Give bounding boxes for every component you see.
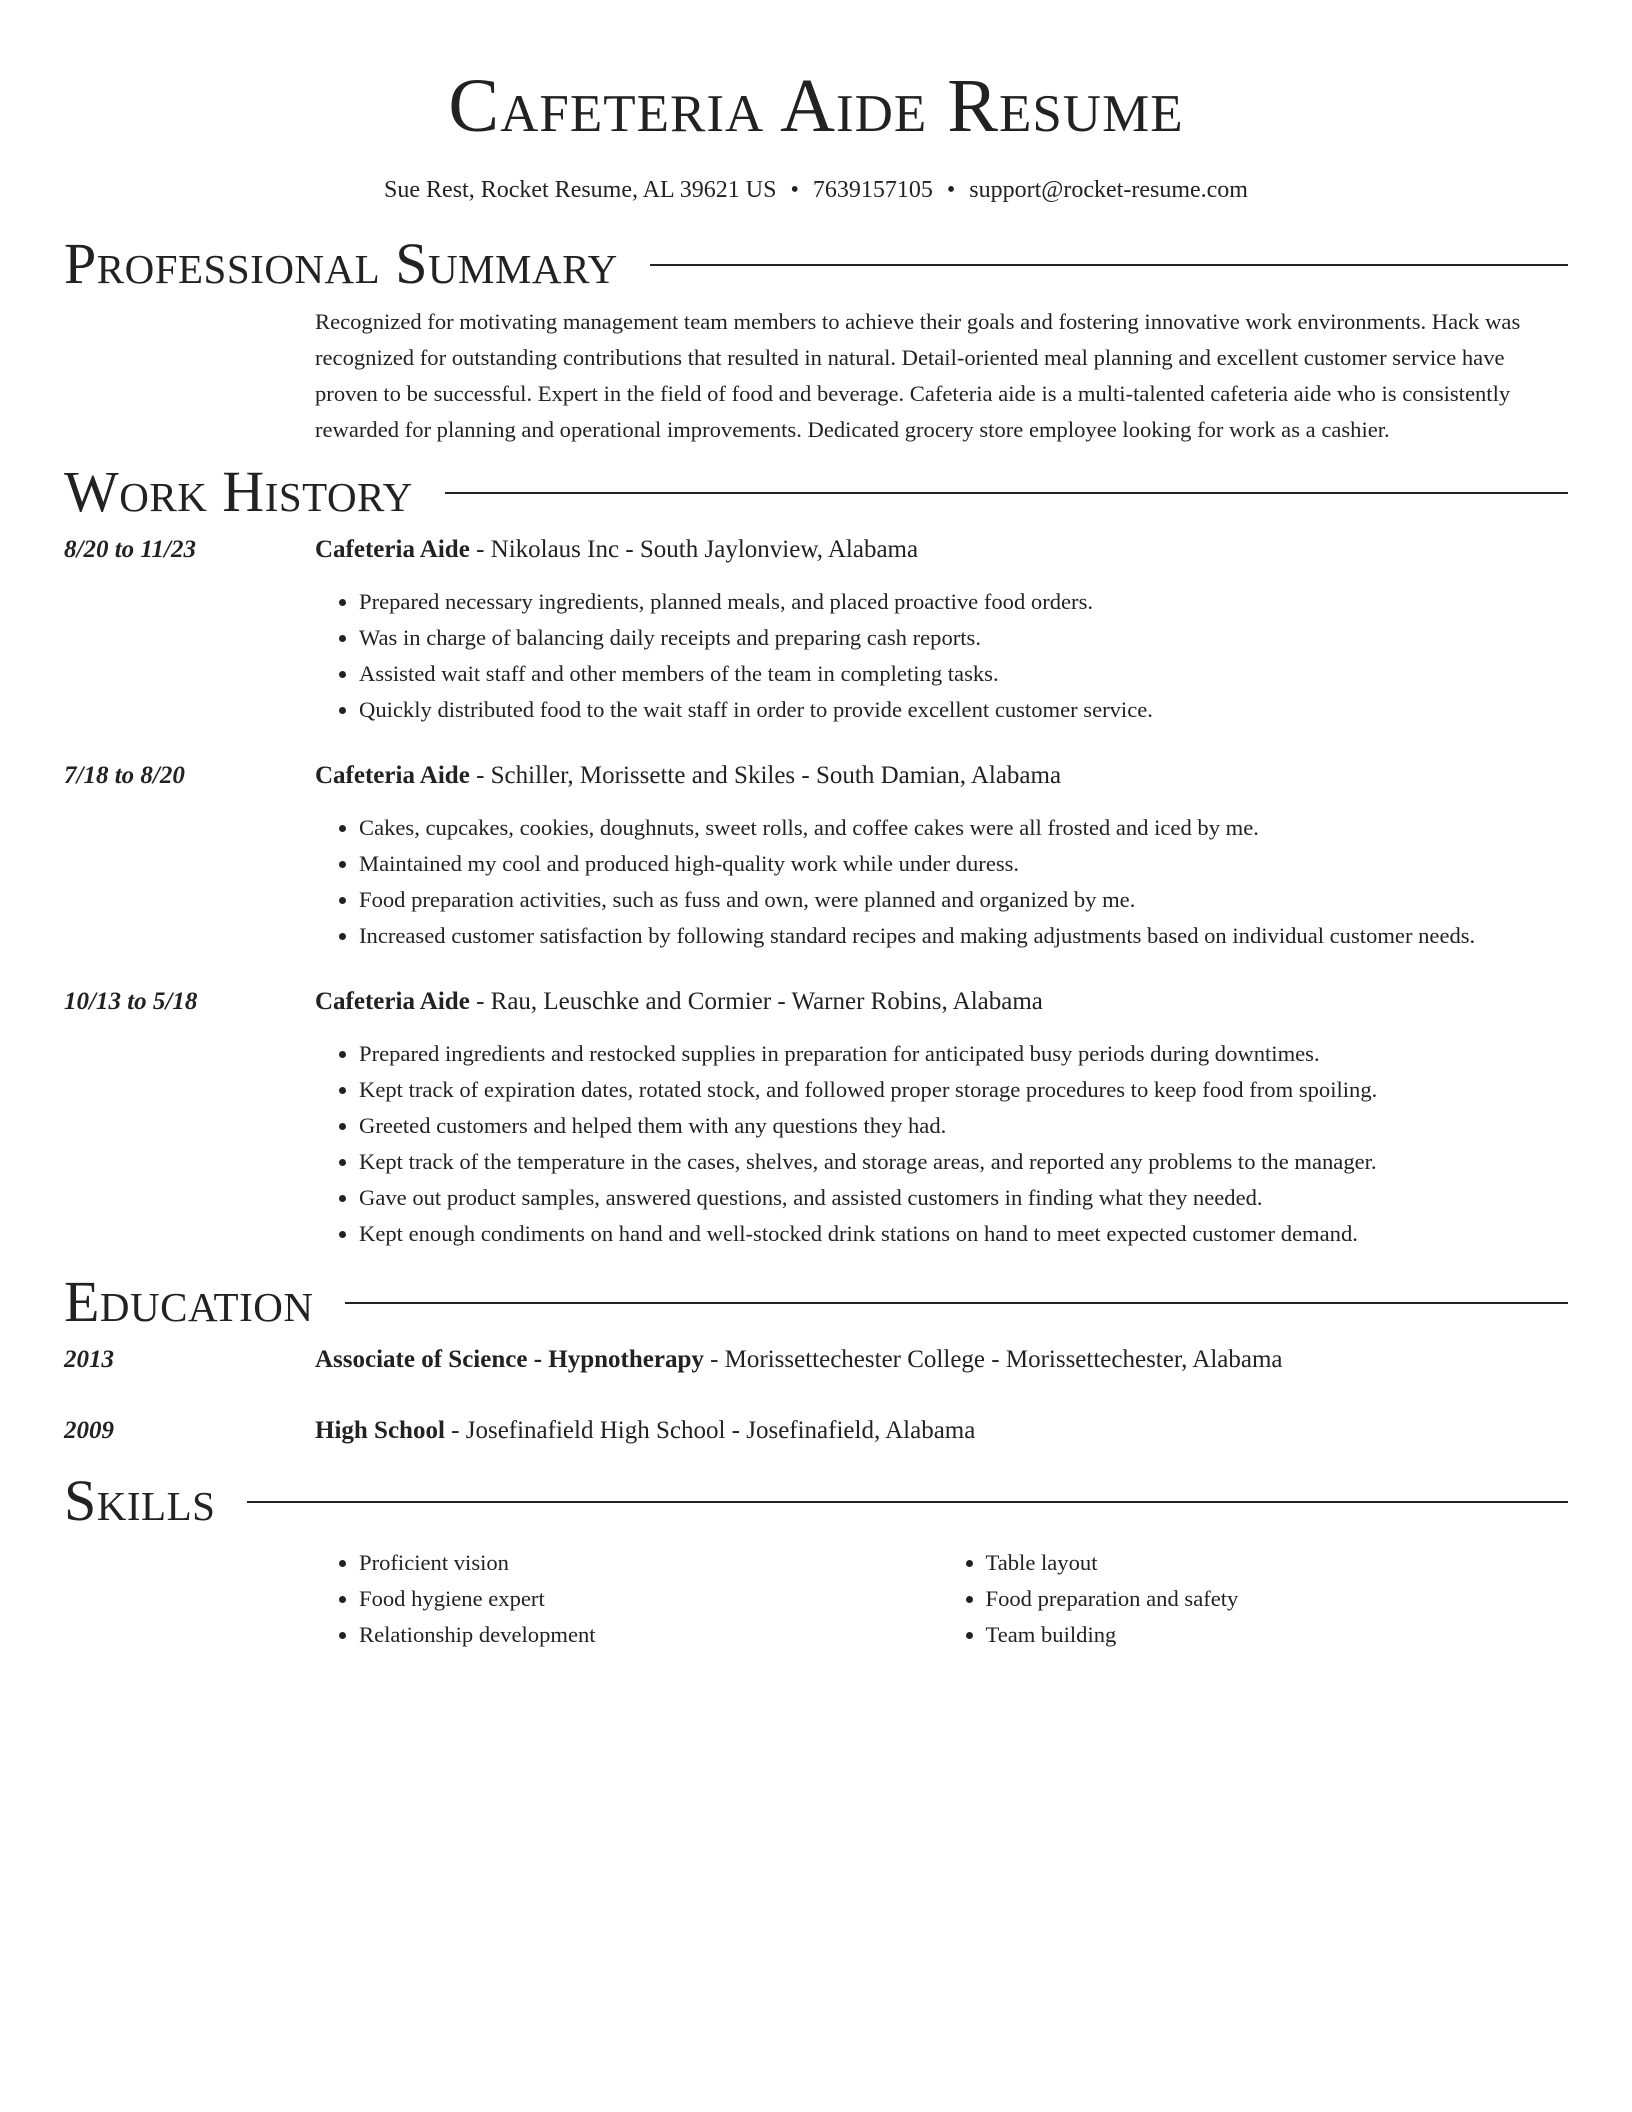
job-dates: 10/13 to 5/18 <box>64 988 198 1015</box>
job-entry <box>64 758 1568 954</box>
skills-section-header <box>64 1468 1568 1533</box>
education-year: 2009 <box>64 1417 114 1444</box>
job-bullet: • Increased customer satisfaction by following standard recipes and making adjustments based on individual customer needs. <box>359 918 1568 954</box>
work-history-heading: Work History <box>64 459 413 524</box>
contact-separator: • <box>946 177 956 203</box>
education-line <box>315 1413 1568 1449</box>
section-divider <box>650 264 1568 266</box>
skill-item: • Team building <box>986 1617 1569 1653</box>
job-bullet: • Greeted customers and helped them with any questions they had. <box>359 1108 1568 1144</box>
job-bullet: • Prepared necessary ingredients, planned meals, and placed proactive food orders. <box>359 584 1568 620</box>
job-title-line <box>315 532 1568 568</box>
job-details <box>315 532 1568 728</box>
summary-heading: Professional Summary <box>64 231 618 296</box>
section-divider <box>445 492 1568 494</box>
job-bullet: • Kept track of the temperature in the cases, shelves, and storage areas, and reported any problems to the manager. <box>359 1144 1568 1180</box>
education-degree: Associate of Science - Hypnotherapy <box>315 1346 704 1373</box>
job-entry <box>64 532 1568 728</box>
job-dates: 8/20 to 11/23 <box>64 536 196 563</box>
job-bullet: • Assisted wait staff and other members of the team in completing tasks. <box>359 656 1568 692</box>
section-divider <box>247 1501 1568 1503</box>
job-bullet: • Was in charge of balancing daily receipts and preparing cash reports. <box>359 620 1568 656</box>
education-school: - Morissettechester College - Morissettechester, Alabama <box>703 1346 1283 1373</box>
job-entry <box>64 984 1568 1252</box>
work-history-section-header <box>64 459 1568 524</box>
job-title-line <box>315 758 1568 794</box>
job-bullet: • Cakes, cupcakes, cookies, doughnuts, sweet rolls, and coffee cakes were all frosted and iced by me. <box>359 810 1568 846</box>
job-bullets <box>315 584 1568 728</box>
contact-address: Sue Rest, Rocket Resume, AL 39621 US <box>384 177 777 203</box>
summary-text: Recognized for motivating management team members to achieve their goals and fostering innovative work environments. Hack was recognized for outstanding contributions that resulted in natural. Detail-oriented meal planning and excellent customer service have proven to be successful. Expert in the field of food and beverage. Cafeteria aide is a multi-talented cafeteria aide who is consistently rewarded for planning and operational improvements. Dedicated grocery store employee looking for work as a cashier. <box>315 309 1521 442</box>
job-title: Cafeteria Aide <box>315 988 470 1015</box>
job-bullet: • Maintained my cool and produced high-quality work while under duress. <box>359 846 1568 882</box>
job-bullet: • Gave out product samples, answered questions, and assisted customers in finding what they needed. <box>359 1180 1568 1216</box>
section-divider <box>345 1302 1568 1304</box>
job-bullets <box>315 810 1568 954</box>
job-details <box>315 758 1568 954</box>
contact-phone: 7639157105 <box>812 177 933 203</box>
job-employer: - Nikolaus Inc - South Jaylonview, Alabama <box>469 536 919 563</box>
job-details <box>315 984 1568 1252</box>
education-entry <box>64 1413 1568 1449</box>
job-bullets <box>315 1036 1568 1252</box>
resume-title: Cafeteria Aide Resume <box>448 64 1184 148</box>
education-entry <box>64 1342 1568 1378</box>
education-details <box>315 1413 1568 1449</box>
skills-heading: Skills <box>64 1468 216 1533</box>
skill-item: • Table layout <box>986 1545 1569 1581</box>
job-title: Cafeteria Aide <box>315 536 470 563</box>
contact-email: support@rocket-resume.com <box>969 177 1248 203</box>
skill-item: • Proficient vision <box>359 1545 942 1581</box>
job-bullet: • Kept enough condiments on hand and well-stocked drink stations on hand to meet expected customer demand. <box>359 1216 1568 1252</box>
job-employer: - Rau, Leuschke and Cormier - Warner Robins, Alabama <box>469 988 1043 1015</box>
job-title: Cafeteria Aide <box>315 762 470 789</box>
education-school: - Josefinafield High School - Josefinafield, Alabama <box>444 1417 976 1444</box>
education-details <box>315 1342 1568 1378</box>
job-bullet: • Quickly distributed food to the wait staff in order to provide excellent customer service. <box>359 692 1568 728</box>
resume-page <box>64 0 1568 1653</box>
skill-item: • Relationship development <box>359 1617 942 1653</box>
summary-section-header <box>64 231 1568 296</box>
job-bullet: • Kept track of expiration dates, rotated stock, and followed proper storage procedures to keep food from spoiling. <box>359 1072 1568 1108</box>
job-dates: 7/18 to 8/20 <box>64 762 185 789</box>
education-degree: High School <box>315 1417 445 1444</box>
skills-column-2 <box>942 1545 1569 1653</box>
skills-list <box>315 1545 1568 1653</box>
contact-line <box>64 174 1568 206</box>
education-year: 2013 <box>64 1346 114 1373</box>
education-section-header <box>64 1269 1568 1334</box>
skill-item: • Food hygiene expert <box>359 1581 942 1617</box>
skills-column-1 <box>315 1545 942 1653</box>
education-heading: Education <box>64 1269 314 1334</box>
job-bullet: • Food preparation activities, such as fuss and own, were planned and organized by me. <box>359 882 1568 918</box>
job-bullet: • Prepared ingredients and restocked supplies in preparation for anticipated busy periods during downtimes. <box>359 1036 1568 1072</box>
education-line <box>315 1342 1568 1378</box>
skill-item: • Food preparation and safety <box>986 1581 1569 1617</box>
contact-separator: • <box>790 177 799 203</box>
job-title-line <box>315 984 1568 1020</box>
job-employer: - Schiller, Morissette and Skiles - South Damian, Alabama <box>469 762 1062 789</box>
